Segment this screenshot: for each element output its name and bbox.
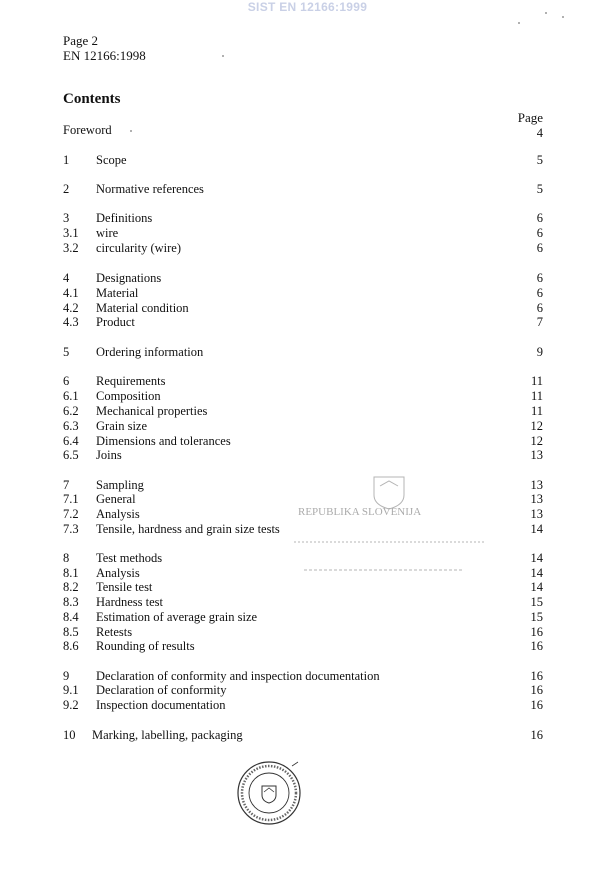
faint-stamp bbox=[294, 472, 484, 582]
toc-entry[interactable] bbox=[0, 152, 615, 168]
toc-entry[interactable] bbox=[0, 388, 615, 404]
toc-label: Mechanical properties bbox=[96, 404, 208, 418]
toc-label: Inspection documentation bbox=[96, 698, 226, 712]
toc-label: Requirements bbox=[96, 374, 166, 388]
toc-number: 4 bbox=[63, 271, 70, 285]
toc-number: 6.2 bbox=[63, 404, 79, 418]
toc-number: 5 bbox=[63, 345, 70, 359]
toc-label: Tensile test bbox=[96, 580, 153, 594]
toc-number: 7.3 bbox=[63, 522, 79, 536]
toc-label: Scope bbox=[96, 153, 127, 167]
toc-entry[interactable] bbox=[0, 240, 615, 256]
toc-label: Definitions bbox=[96, 211, 153, 225]
page-header bbox=[63, 33, 146, 63]
toc-entry[interactable] bbox=[0, 314, 615, 330]
toc-page: 15 bbox=[530, 595, 543, 609]
toc-page: 11 bbox=[530, 404, 543, 418]
contents-title: Contents bbox=[63, 91, 121, 107]
toc-page: 13 bbox=[530, 492, 543, 506]
toc-label: Grain size bbox=[96, 419, 148, 433]
toc-page: 6 bbox=[536, 271, 543, 285]
toc-number: 7 bbox=[63, 478, 70, 492]
toc-page: 16 bbox=[530, 683, 543, 697]
toc-page: 11 bbox=[530, 389, 543, 403]
toc-entry[interactable] bbox=[0, 285, 615, 301]
toc-number: 8.5 bbox=[63, 625, 79, 639]
toc-page: 6 bbox=[536, 286, 543, 300]
speck bbox=[518, 22, 520, 24]
toc-label: Estimation of average grain size bbox=[96, 610, 258, 624]
toc-label: Tensile, hardness and grain size tests bbox=[96, 522, 280, 536]
toc-number: 8 bbox=[63, 551, 70, 565]
toc-entry[interactable] bbox=[0, 270, 615, 286]
toc-number: 7.2 bbox=[63, 507, 79, 521]
toc-number: 8.3 bbox=[63, 595, 79, 609]
speck bbox=[130, 130, 132, 132]
toc-page: 14 bbox=[530, 551, 543, 565]
toc-page: 9 bbox=[536, 345, 543, 359]
toc-page: 13 bbox=[530, 507, 543, 521]
toc-entry[interactable] bbox=[0, 697, 615, 713]
speck bbox=[222, 55, 224, 57]
toc-number: 8.2 bbox=[63, 580, 79, 594]
toc-label: Analysis bbox=[96, 507, 140, 521]
toc-page: 6 bbox=[536, 241, 543, 255]
toc-number: 8.4 bbox=[63, 610, 79, 624]
toc-label: Joins bbox=[96, 448, 122, 462]
toc-number: 7.1 bbox=[63, 492, 79, 506]
toc-label: Designations bbox=[96, 271, 162, 285]
toc-entry[interactable] bbox=[0, 181, 615, 197]
toc-number: 3.2 bbox=[63, 241, 79, 255]
toc-page: 6 bbox=[536, 226, 543, 240]
page-column-header: Page bbox=[517, 110, 543, 125]
toc-page: 12 bbox=[530, 419, 543, 433]
toc-number: 3.1 bbox=[63, 226, 79, 240]
toc-label: Retests bbox=[96, 625, 133, 639]
toc-label: Ordering information bbox=[96, 345, 204, 359]
toc-entry[interactable] bbox=[0, 447, 615, 463]
toc-entry[interactable] bbox=[0, 682, 615, 698]
toc-label: Declaration of conformity bbox=[96, 683, 227, 697]
toc-number: 4.3 bbox=[63, 315, 79, 329]
toc-entry[interactable] bbox=[0, 225, 615, 241]
toc-entry[interactable] bbox=[0, 609, 615, 625]
toc-label: Analysis bbox=[96, 566, 140, 580]
standard-number: EN 12166:1998 bbox=[63, 48, 146, 63]
speck bbox=[545, 12, 547, 14]
toc-number: 3 bbox=[63, 211, 70, 225]
toc-number: 6.3 bbox=[63, 419, 79, 433]
toc-number: 8.1 bbox=[63, 566, 79, 580]
page-number: Page 2 bbox=[63, 33, 99, 48]
toc-page: 16 bbox=[530, 625, 543, 639]
toc-number: 9 bbox=[63, 669, 70, 683]
toc-label: Foreword bbox=[63, 123, 112, 137]
toc-number: 6.5 bbox=[63, 448, 79, 462]
toc-entry-foreword[interactable] bbox=[0, 122, 615, 138]
toc-entry[interactable] bbox=[0, 418, 615, 434]
toc-number: 9.1 bbox=[63, 683, 79, 697]
toc-page: 4 bbox=[536, 126, 543, 140]
watermark: SIST EN 12166:1999 bbox=[247, 0, 368, 14]
toc-page: 14 bbox=[530, 522, 543, 536]
round-seal bbox=[236, 760, 302, 826]
toc-entry[interactable] bbox=[0, 403, 615, 419]
toc-page: 5 bbox=[536, 153, 543, 167]
toc-label: Sampling bbox=[96, 478, 144, 492]
toc-number: 8.6 bbox=[63, 639, 79, 653]
toc-label: Normative references bbox=[96, 182, 204, 196]
toc-page: 13 bbox=[530, 448, 543, 462]
toc-entry[interactable] bbox=[0, 594, 615, 610]
toc-number: 1 bbox=[63, 153, 70, 167]
toc-number: 2 bbox=[63, 182, 70, 196]
toc-label: wire bbox=[96, 226, 119, 240]
toc-label: Marking, labelling, packaging bbox=[92, 728, 243, 742]
toc-entry[interactable] bbox=[0, 210, 615, 226]
toc-page: 14 bbox=[530, 580, 543, 594]
toc-label: Test methods bbox=[96, 551, 163, 565]
toc-page: 16 bbox=[530, 639, 543, 653]
toc-page: 6 bbox=[536, 211, 543, 225]
toc-page: 15 bbox=[530, 610, 543, 624]
toc-label: Material bbox=[96, 286, 139, 300]
toc-label: circularity (wire) bbox=[96, 241, 182, 255]
toc-number: 6.4 bbox=[63, 434, 79, 448]
toc-page: 13 bbox=[530, 478, 543, 492]
toc-number: 4.1 bbox=[63, 286, 79, 300]
toc-page: 11 bbox=[530, 374, 543, 388]
toc-entry[interactable] bbox=[0, 727, 615, 743]
toc-number: 6.1 bbox=[63, 389, 79, 403]
toc-label: General bbox=[96, 492, 136, 506]
toc-page: 12 bbox=[530, 434, 543, 448]
speck bbox=[562, 16, 564, 18]
toc-page: 16 bbox=[530, 698, 543, 712]
toc-page: 14 bbox=[530, 566, 543, 580]
toc-entry[interactable] bbox=[0, 638, 615, 654]
toc-page: 5 bbox=[536, 182, 543, 196]
toc-number: 6 bbox=[63, 374, 70, 388]
toc-page: 7 bbox=[536, 315, 543, 329]
toc-entry[interactable] bbox=[0, 344, 615, 360]
stamp-text: REPUBLIKA SLOVENIJA bbox=[298, 506, 422, 518]
toc-number: 4.2 bbox=[63, 301, 79, 315]
toc-label: Composition bbox=[96, 389, 161, 403]
toc-label: Material condition bbox=[96, 301, 189, 315]
toc-page: 16 bbox=[530, 669, 543, 683]
toc-page: 16 bbox=[530, 728, 543, 742]
toc-label: Dimensions and tolerances bbox=[96, 434, 231, 448]
toc-label: Product bbox=[96, 315, 135, 329]
toc-page: 6 bbox=[536, 301, 543, 315]
toc-entry[interactable] bbox=[0, 373, 615, 389]
toc-label: Hardness test bbox=[96, 595, 163, 609]
toc-label: Declaration of conformity and inspection documentation bbox=[96, 669, 380, 683]
toc-number: 10 bbox=[63, 728, 76, 742]
toc-number: 9.2 bbox=[63, 698, 79, 712]
toc-label: Rounding of results bbox=[96, 639, 195, 653]
